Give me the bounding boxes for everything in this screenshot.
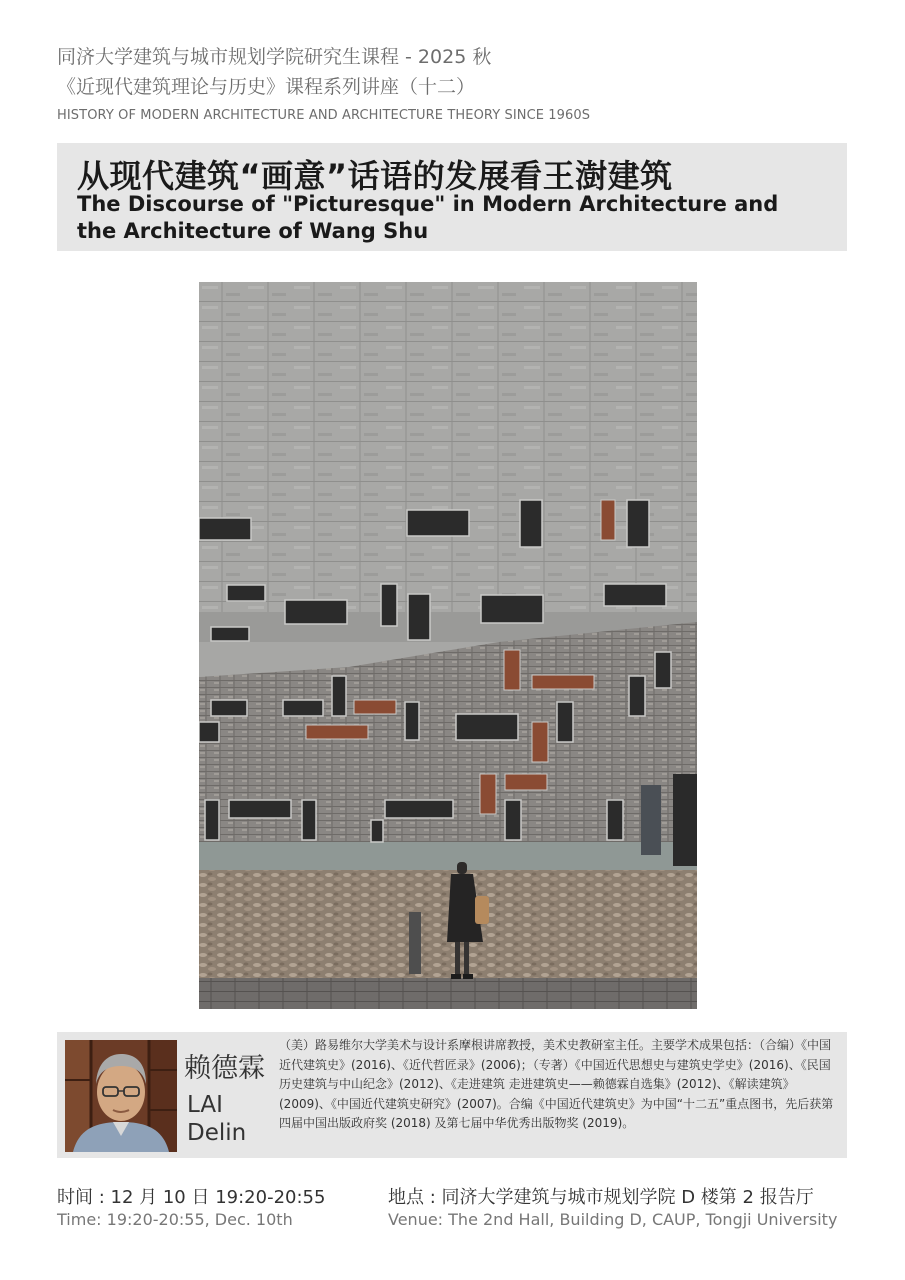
title-band	[57, 143, 847, 251]
event-time-english: Time: 19:20-20:55, Dec. 10th	[57, 1210, 293, 1229]
event-venue-chinese: 地点 : 同济大学建筑与城市规划学院 D 楼第 2 报告厅	[388, 1187, 814, 1208]
speaker-bio: （美）路易维尔大学美术与设计系摩根讲席教授，美术史教研室主任。主要学术成果包括：（合编）《中国近代建筑史》(2016)、《近代哲匠录》(2006)；（专著）《中国近代思想史与建筑史学史》(2016)、《民国历史建筑与中山纪念》(2012)、《走进建筑 走进建筑史——赖德霖自选集》(2012)、《解读建筑》(2009)、《中国近代建筑史研究》(2007)。合编《中国近代建筑史》为中国“十二五”重点图书，先后获第四届中国出版政府奖 (2018) 及第七届中华优秀出版物奖 (2019)。	[279, 1038, 834, 1131]
speaker-given-name-english: Delin	[187, 1120, 247, 1146]
course-english-title: HISTORY OF MODERN ARCHITECTURE AND ARCHITECTURE THEORY SINCE 1960S	[57, 108, 591, 123]
speaker-band	[57, 1032, 847, 1158]
speaker-surname-english: LAI	[187, 1092, 223, 1118]
avatar	[65, 1040, 177, 1152]
course-header-line: 同济大学建筑与城市规划学院研究生课程 - 2025 秋	[57, 46, 492, 68]
lecture-title-chinese: 从现代建筑“画意”话语的发展看王澍建筑	[77, 157, 673, 195]
concrete-wall-building-photo	[199, 282, 697, 1009]
lecture-series-line: 《近现代建筑理论与历史》课程系列讲座（十二）	[57, 76, 476, 98]
lecture-title-english: The Discourse of "Picturesque" in Modern Architecture and the Architecture of Wang Shu	[77, 192, 779, 243]
event-venue-english: Venue: The 2nd Hall, Building D, CAUP, Tongji University	[388, 1210, 838, 1229]
speaker-portrait-photo	[65, 1040, 177, 1152]
speaker-name-chinese: 赖德霖	[184, 1053, 265, 1084]
event-time-chinese: 时间 : 12 月 10 日 19:20-20:55	[57, 1187, 326, 1208]
main-photo	[199, 282, 697, 1009]
